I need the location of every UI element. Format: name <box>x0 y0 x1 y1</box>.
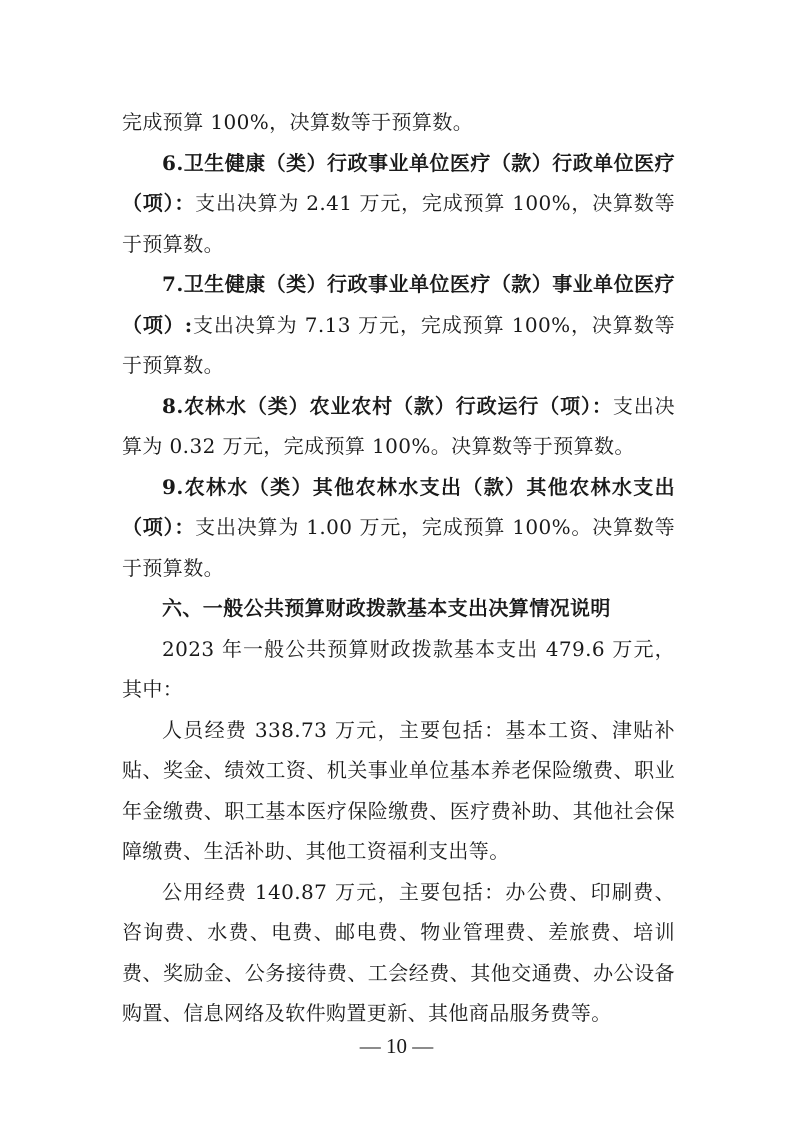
item-8-heading: 8.农林水（类）农业农村（款）行政运行（项）： <box>162 393 613 418</box>
item-8-text: 支出决算为 0.32 万元，完成预算 100%。决算数等于预算数。 <box>122 393 675 458</box>
paragraph-continuation: 完成预算 100%，决算数等于预算数。 <box>122 110 474 134</box>
paragraph-item-8 <box>122 386 675 467</box>
document-body <box>122 102 675 1034</box>
item-6-text: 支出决算为 2.41 万元，完成预算 100%，决算数等于预算数。 <box>122 191 675 256</box>
section-heading: 六、一般公共预算财政拨款基本支出决算情况说明 <box>162 596 611 620</box>
page-number: — 10 — <box>359 1034 434 1058</box>
item-9-heading: 9.农林水（类）其他农林水支出（款）其他农林水支出（项）： <box>122 474 675 539</box>
section-intro: 2023 年一般公共预算财政拨款基本支出 479.6 万元，其中： <box>122 636 675 701</box>
item-7-text: 支出决算为 7.13 万元，完成预算 100%，决算数等于预算数。 <box>122 312 676 377</box>
paragraph-item-9 <box>122 467 675 589</box>
personnel-expenses-paragraph: 人员经费 338.73 万元，主要包括：基本工资、津贴补贴、奖金、绩效工资、机关事业单位基本养老保险缴费、职业年金缴费、职工基本医疗保险缴费、医疗费补助、其他社会保障缴费、生活补助、其他工资福利支出等。 <box>122 717 675 863</box>
public-expenses-paragraph: 公用经费 140.87 万元，主要包括：办公费、印刷费、咨询费、水费、电费、邮电费、物业管理费、差旅费、培训费、奖励金、公务接待费、工会经费、其他交通费、办公设备购置、信息网络及软件购置更新、其他商品服务费等。 <box>122 879 675 1025</box>
item-6-heading: 6.卫生健康（类）行政事业单位医疗（款）行政单位医疗（项）： <box>122 150 675 215</box>
paragraph-item-6 <box>122 143 675 265</box>
item-9-text: 支出决算为 1.00 万元，完成预算 100%。决算数等于预算数。 <box>122 515 675 580</box>
paragraph-item-7 <box>122 264 675 386</box>
item-7-heading: 7.卫生健康（类）行政事业单位医疗（款）事业单位医疗（项）: <box>122 272 675 337</box>
